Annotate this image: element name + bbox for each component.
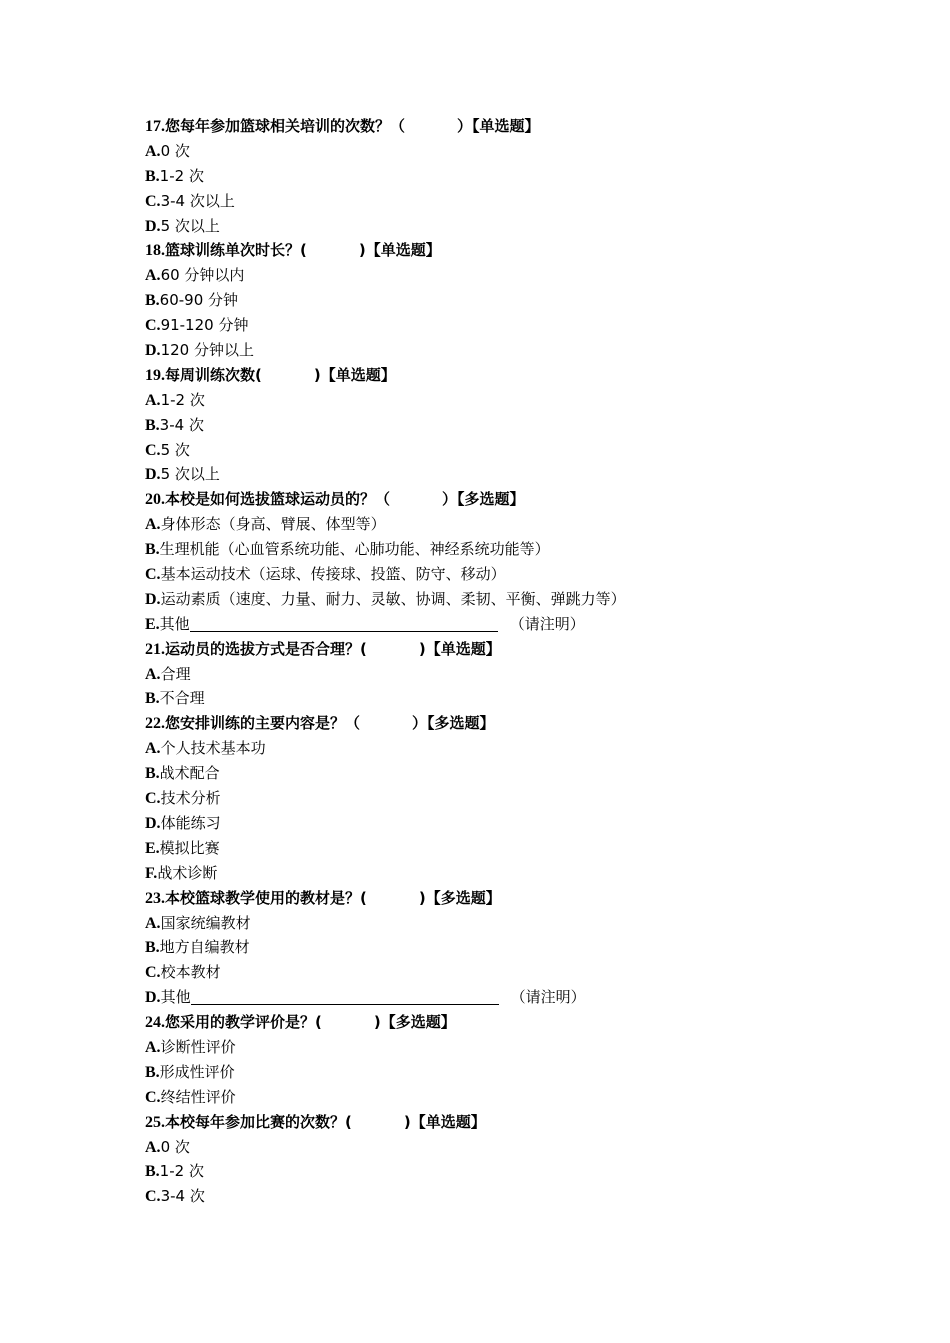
option-item[interactable] — [145, 960, 845, 985]
question-text: 您采用的教学评价是？ — [165, 1013, 316, 1032]
option-letter: D. — [145, 989, 161, 1007]
option-letter: A. — [145, 142, 161, 160]
option-item[interactable] — [145, 1060, 845, 1085]
option-text: 3-4 次 — [159, 415, 204, 434]
option-item[interactable] — [145, 1035, 845, 1060]
option-item[interactable] — [145, 537, 845, 562]
answer-open-paren: ( — [255, 365, 262, 384]
question-text: 本校是如何选拔篮球运动员的？ — [165, 490, 376, 509]
option-item[interactable] — [145, 164, 845, 189]
option-letter: D. — [145, 590, 161, 608]
option-letter: C. — [145, 790, 161, 808]
question-type-label: 【多选题】 — [427, 714, 495, 733]
option-letter: F. — [145, 864, 158, 882]
option-item[interactable] — [145, 861, 845, 886]
option-letter: A. — [145, 1038, 161, 1056]
option-letter: C. — [145, 1188, 161, 1206]
option-letter: A. — [145, 391, 161, 409]
option-text: 其他 — [160, 988, 191, 1007]
option-item[interactable] — [145, 288, 845, 313]
option-text: 1-2 次 — [159, 1162, 204, 1181]
option-item[interactable] — [145, 139, 845, 164]
question-text: 您每年参加篮球相关培训的次数？ — [165, 117, 391, 135]
option-letter: B. — [145, 765, 160, 783]
answer-open-paren: （ — [345, 714, 361, 733]
option-letter: C. — [145, 441, 161, 459]
question-22 — [145, 711, 845, 736]
option-letter: D. — [145, 466, 161, 484]
option-item[interactable] — [145, 1135, 845, 1160]
answer-close-paren: ） — [442, 490, 458, 509]
option-text: 5 次以上 — [160, 465, 220, 484]
question-type-label: 【多选题】 — [457, 490, 525, 509]
question-text: 本校每年参加比赛的次数？ — [165, 1112, 346, 1131]
option-text: 生理机能（心血管系统功能、心肺功能、神经系统功能等） — [159, 540, 550, 559]
question-number: 24. — [145, 1014, 165, 1032]
question-type-label: 【单选题】 — [365, 241, 441, 260]
option-text: 体能练习 — [160, 813, 221, 832]
answer-open-paren: ( — [315, 1013, 322, 1032]
option-letter: B. — [145, 292, 160, 310]
answer-close-paren: ) — [358, 241, 366, 260]
option-letter: B. — [145, 416, 160, 434]
option-item[interactable] — [145, 1159, 845, 1184]
option-text: 1-2 次 — [160, 390, 205, 409]
option-letter: C. — [145, 317, 161, 335]
option-item[interactable] — [145, 587, 845, 612]
option-item[interactable] — [145, 736, 845, 761]
option-item[interactable] — [145, 786, 845, 811]
specify-note: （请注明） — [510, 988, 586, 1007]
answer-close-paren: ) — [373, 1013, 381, 1032]
answer-close-paren: ) — [418, 639, 426, 658]
question-type-label: 【单选题】 — [320, 365, 396, 384]
specify-note: （请注明） — [509, 614, 585, 633]
specify-fill-line[interactable] — [191, 987, 499, 1005]
option-text: 运动素质（速度、力量、耐力、灵敏、协调、柔韧、平衡、弹跳力等） — [160, 589, 626, 608]
option-letter: B. — [145, 1063, 160, 1081]
option-text: 合理 — [160, 664, 191, 683]
option-letter: D. — [145, 342, 161, 360]
option-text: 3-4 次 — [160, 1187, 205, 1206]
answer-open-paren: ( — [360, 888, 367, 907]
option-item[interactable] — [145, 935, 845, 960]
option-item[interactable] — [145, 686, 845, 711]
option-item[interactable] — [145, 1184, 845, 1209]
option-text: 其他 — [159, 614, 190, 633]
option-text: 身体形态（身高、臂展、体型等） — [160, 515, 386, 534]
option-text: 校本教材 — [160, 963, 221, 982]
question-type-label: 【单选题】 — [472, 117, 540, 135]
question-text: 本校篮球教学使用的教材是？ — [165, 888, 361, 907]
specify-fill-line[interactable] — [190, 614, 498, 632]
question-text: 您安排训练的主要内容是？ — [165, 714, 346, 733]
option-item[interactable] — [145, 189, 845, 214]
question-number: 20. — [145, 491, 165, 509]
option-letter: B. — [145, 690, 160, 708]
option-text: 不合理 — [159, 689, 205, 708]
option-item[interactable] — [145, 438, 845, 463]
option-letter: A. — [145, 914, 161, 932]
question-23 — [145, 886, 845, 911]
answer-open-paren: ( — [345, 1112, 352, 1131]
option-text: 120 分钟以上 — [160, 341, 254, 360]
option-text: 国家统编教材 — [160, 913, 251, 932]
answer-close-paren: ) — [418, 888, 426, 907]
questionnaire-page — [145, 114, 845, 1209]
question-24 — [145, 1010, 845, 1035]
question-type-label: 【单选题】 — [425, 639, 501, 658]
option-text: 1-2 次 — [159, 166, 204, 185]
option-item[interactable] — [145, 214, 845, 239]
question-number: 19. — [145, 366, 165, 384]
question-21 — [145, 637, 845, 662]
option-letter: D. — [145, 217, 161, 235]
answer-open-paren: （ — [375, 490, 391, 509]
option-text: 个人技术基本功 — [160, 739, 266, 758]
question-20 — [145, 487, 845, 512]
option-letter: B. — [145, 1163, 160, 1181]
option-letter: A. — [145, 516, 161, 534]
answer-close-paren: ） — [457, 117, 473, 135]
question-17 — [145, 114, 845, 139]
option-item[interactable] — [145, 462, 845, 487]
question-18 — [145, 238, 845, 263]
option-text: 诊断性评价 — [160, 1037, 236, 1056]
option-text: 91-120 分钟 — [160, 316, 249, 335]
option-text: 模拟比赛 — [159, 838, 220, 857]
question-number: 21. — [145, 640, 165, 658]
option-item[interactable] — [145, 836, 845, 861]
option-item[interactable] — [145, 413, 845, 438]
question-text: 篮球训练单次时长？ — [165, 241, 301, 260]
option-item[interactable] — [145, 612, 845, 637]
option-text: 战术诊断 — [157, 863, 218, 882]
option-text: 5 次以上 — [160, 216, 220, 235]
question-19 — [145, 363, 845, 388]
option-letter: A. — [145, 740, 161, 758]
answer-close-paren: ) — [313, 365, 321, 384]
option-text: 技术分析 — [160, 789, 221, 808]
answer-open-paren: ( — [360, 639, 367, 658]
option-letter: B. — [145, 167, 160, 185]
option-letter: C. — [145, 192, 161, 210]
question-number: 18. — [145, 242, 165, 260]
question-number: 22. — [145, 715, 165, 733]
option-text: 0 次 — [160, 141, 190, 160]
answer-close-paren: ） — [412, 714, 428, 733]
option-letter: A. — [145, 267, 161, 285]
question-number: 17. — [145, 118, 165, 135]
option-letter: E. — [145, 615, 160, 633]
option-text: 60 分钟以内 — [160, 266, 245, 285]
option-item[interactable] — [145, 388, 845, 413]
option-item[interactable] — [145, 263, 845, 288]
option-item[interactable] — [145, 512, 845, 537]
option-item[interactable] — [145, 562, 845, 587]
answer-open-paren: （ — [390, 117, 406, 135]
option-text: 3-4 次以上 — [160, 191, 235, 210]
question-type-label: 【单选题】 — [410, 1112, 486, 1131]
option-text: 形成性评价 — [159, 1062, 235, 1081]
option-text: 终结性评价 — [160, 1087, 236, 1106]
question-number: 25. — [145, 1113, 165, 1131]
option-item[interactable] — [145, 313, 845, 338]
option-letter: C. — [145, 1088, 161, 1106]
question-text: 运动员的选拔方式是否合理？ — [165, 639, 361, 658]
option-letter: E. — [145, 839, 160, 857]
option-text: 基本运动技术（运球、传接球、投篮、防守、移动） — [160, 565, 506, 584]
question-number: 23. — [145, 889, 165, 907]
option-item[interactable] — [145, 761, 845, 786]
option-letter: A. — [145, 1138, 161, 1156]
question-type-label: 【多选题】 — [380, 1013, 456, 1032]
option-letter: A. — [145, 665, 161, 683]
question-25 — [145, 1110, 845, 1135]
option-text: 地方自编教材 — [159, 938, 250, 957]
option-item[interactable] — [145, 662, 845, 687]
option-item[interactable] — [145, 911, 845, 936]
option-letter: C. — [145, 566, 161, 584]
option-letter: B. — [145, 541, 160, 559]
option-text: 5 次 — [160, 440, 190, 459]
option-letter: B. — [145, 939, 160, 957]
option-item[interactable] — [145, 811, 845, 836]
option-item[interactable] — [145, 985, 845, 1010]
option-text: 战术配合 — [159, 764, 220, 783]
answer-open-paren: ( — [300, 241, 307, 260]
option-item[interactable] — [145, 1085, 845, 1110]
question-text: 每周训练次数 — [165, 365, 256, 384]
option-text: 0 次 — [160, 1137, 190, 1156]
option-letter: C. — [145, 964, 161, 982]
question-type-label: 【多选题】 — [425, 888, 501, 907]
option-item[interactable] — [145, 338, 845, 363]
answer-close-paren: ) — [403, 1112, 411, 1131]
option-letter: D. — [145, 814, 161, 832]
option-text: 60-90 分钟 — [159, 291, 239, 310]
